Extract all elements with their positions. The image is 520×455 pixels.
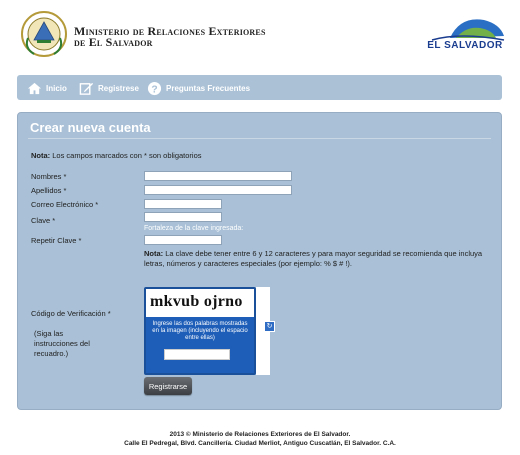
- page-header: [0, 0, 520, 68]
- verification-help: (Siga las instrucciones del recuadro.): [34, 329, 90, 358]
- email-field[interactable]: [144, 199, 222, 209]
- footer-copyright: 2013 © Ministerio de Relaciones Exteriores de El Salvador.: [169, 431, 351, 438]
- page-footer: [0, 430, 520, 448]
- nav-item-label: Registrese: [98, 83, 139, 93]
- nav-item-registrese[interactable]: [79, 79, 139, 97]
- captcha-instructions: Ingrese las dos palabras mostradas en la imagen (incluyendo el espacio entre ellas): [152, 321, 248, 341]
- el-salvador-logo-icon: [420, 10, 508, 60]
- nav-item-preguntas-frecuentes[interactable]: [147, 79, 250, 97]
- password-note-text: La clave debe tener entre 6 y 12 caracteres y para mayor seguridad se recomienda que incluya letras, números y caracteres especiales (por ejemplo: % $ # !).: [144, 249, 483, 268]
- captcha-input[interactable]: [164, 349, 230, 360]
- nombres-label: Nombres *: [31, 172, 67, 181]
- edit-icon: [79, 81, 94, 96]
- apellidos-label: Apellidos *: [31, 186, 67, 195]
- required-note-bold: Nota:: [31, 151, 51, 160]
- page-title: Crear nueva cuenta: [30, 120, 151, 135]
- ministry-title: [74, 26, 266, 48]
- captcha-widget: [144, 287, 256, 375]
- verification-label: Código de Verificación *: [31, 309, 111, 318]
- question-icon: [147, 81, 162, 96]
- el-salvador-logo-text: EL SALVADOR: [427, 40, 503, 51]
- repeat-password-field[interactable]: [144, 235, 222, 245]
- password-note: [144, 249, 484, 269]
- repetir-clave-label: Repetir Clave *: [31, 236, 82, 245]
- password-note-bold: Nota:: [144, 249, 164, 258]
- home-icon: [27, 81, 42, 96]
- ministry-title-line1: Ministerio de Relaciones Exteriores: [74, 24, 266, 38]
- footer-address: Calle El Pedregal, Blvd. Cancillería. Ciudad Merliot, Antiguo Cuscatlán, El Salvador. C.A.: [124, 440, 396, 447]
- password-field[interactable]: [144, 212, 222, 222]
- apellidos-input[interactable]: [144, 185, 292, 195]
- required-note: [31, 151, 202, 160]
- password-strength-label: Fortaleza de la clave ingresada:: [144, 225, 244, 232]
- main-nav: [17, 75, 502, 100]
- nav-item-inicio[interactable]: [27, 79, 67, 97]
- nav-item-label: Inicio: [46, 83, 67, 93]
- refresh-icon[interactable]: ↻: [264, 321, 275, 332]
- ministry-title-line2: de El Salvador: [74, 35, 153, 49]
- captcha-words: mkvub ojrno: [150, 293, 243, 310]
- required-note-text: Los campos marcados con * son obligatorios: [50, 151, 202, 160]
- captcha-image: [146, 289, 254, 317]
- correo-label: Correo Electrónico *: [31, 200, 99, 209]
- title-divider: [28, 138, 491, 139]
- register-button[interactable]: Registrarse: [144, 377, 192, 395]
- coat-of-arms-icon: [20, 8, 68, 60]
- registration-panel: [17, 112, 502, 410]
- clave-label: Clave *: [31, 216, 56, 225]
- nav-item-label: Preguntas Frecuentes: [166, 83, 251, 93]
- svg-text:?: ?: [151, 83, 158, 95]
- nombres-input[interactable]: [144, 171, 292, 181]
